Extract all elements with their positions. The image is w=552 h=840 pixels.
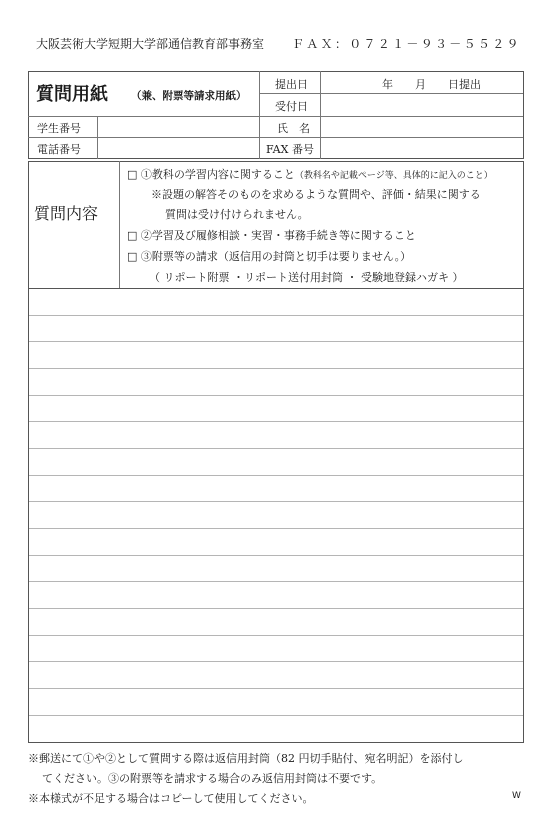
form-divider: [97, 116, 98, 159]
checkbox-3[interactable]: □: [127, 250, 138, 263]
writing-line: [29, 661, 523, 662]
option-2: [127, 227, 416, 243]
name-field[interactable]: [322, 118, 522, 136]
form-divider: [28, 137, 523, 138]
option-3: [127, 248, 411, 264]
form-divider: [259, 116, 260, 159]
writing-line: [29, 715, 523, 716]
name-label: 氏 名: [277, 122, 310, 135]
writing-line: [29, 448, 523, 449]
received-date-field[interactable]: [322, 95, 522, 114]
option-1-caution: ※設題の解答そのものを求めるような質問や、評価・結果に関する: [151, 188, 481, 201]
form-divider: [259, 93, 523, 94]
submit-date-value[interactable]: 年 月 日提出: [382, 78, 481, 91]
form-divider: [320, 116, 321, 159]
checkbox-1[interactable]: □: [127, 168, 138, 181]
form-divider: [28, 116, 523, 117]
checkbox-2[interactable]: □: [127, 229, 138, 242]
phone-label: 電話番号: [37, 143, 81, 156]
submit-date-label: 提出日: [275, 78, 308, 91]
form-divider: [259, 71, 260, 93]
phone-field[interactable]: [99, 139, 257, 157]
office-name: 大阪芸術大学短期大学部通信教育部事務室: [36, 37, 265, 51]
writing-line: [29, 581, 523, 582]
writing-line: [29, 501, 523, 502]
option-1-caution-cont: 質問は受け付けられません。: [165, 208, 309, 221]
form-title: 質問用紙: [36, 84, 108, 105]
option-3-items: （ リポート附票 ・リポート送付用封筒 ・ 受験地登録ハガキ ）: [149, 271, 464, 284]
option-1-note: （教科名や記載ページ等、具体的に記入のこと）: [294, 171, 493, 181]
student-number-label: 学生番号: [37, 122, 81, 135]
option-2-text: ②学習及び履修相談・実習・事務手続き等に関すること: [140, 229, 416, 242]
writing-line: [29, 395, 523, 396]
fax-field[interactable]: [322, 139, 522, 157]
form-divider: [259, 93, 260, 116]
writing-line: [29, 635, 523, 636]
writing-line: [29, 368, 523, 369]
writing-line: [29, 421, 523, 422]
writing-line: [29, 528, 523, 529]
writing-line: [29, 475, 523, 476]
received-date-label: 受付日: [275, 100, 308, 113]
office-fax: ＦＡＸ：０７２１－９３－５５２９: [292, 37, 521, 51]
question-content-label: 質問内容: [34, 204, 99, 223]
writing-line: [29, 608, 523, 609]
question-label-divider: [119, 161, 120, 288]
writing-line: [29, 555, 523, 556]
option-3-text: ③附票等の請求（返信用の封筒と切手は要りません。）: [140, 250, 412, 263]
form-version-mark: W: [512, 791, 521, 801]
note-2: ※本様式が不足する場合はコピーして使用してください。: [28, 792, 314, 805]
form-divider: [320, 71, 321, 116]
note-1: ※郵送にて①や②として質問する際は返信用封筒（82 円切手貼付、宛名明記）を添付し: [28, 752, 464, 765]
question-header-divider: [28, 288, 523, 289]
fax-label: FAX 番号: [266, 143, 314, 156]
writing-line: [29, 315, 523, 316]
note-1-cont: てください。③の附票等を請求する場合のみ返信用封筒は不要です。: [42, 772, 383, 785]
form-title-note: （兼、附票等請求用紙）: [131, 90, 247, 102]
option-1: [127, 166, 493, 182]
student-number-field[interactable]: [99, 118, 257, 136]
option-1-text: ①教科の学習内容に関すること: [140, 168, 295, 181]
writing-line: [29, 688, 523, 689]
writing-line: [29, 341, 523, 342]
